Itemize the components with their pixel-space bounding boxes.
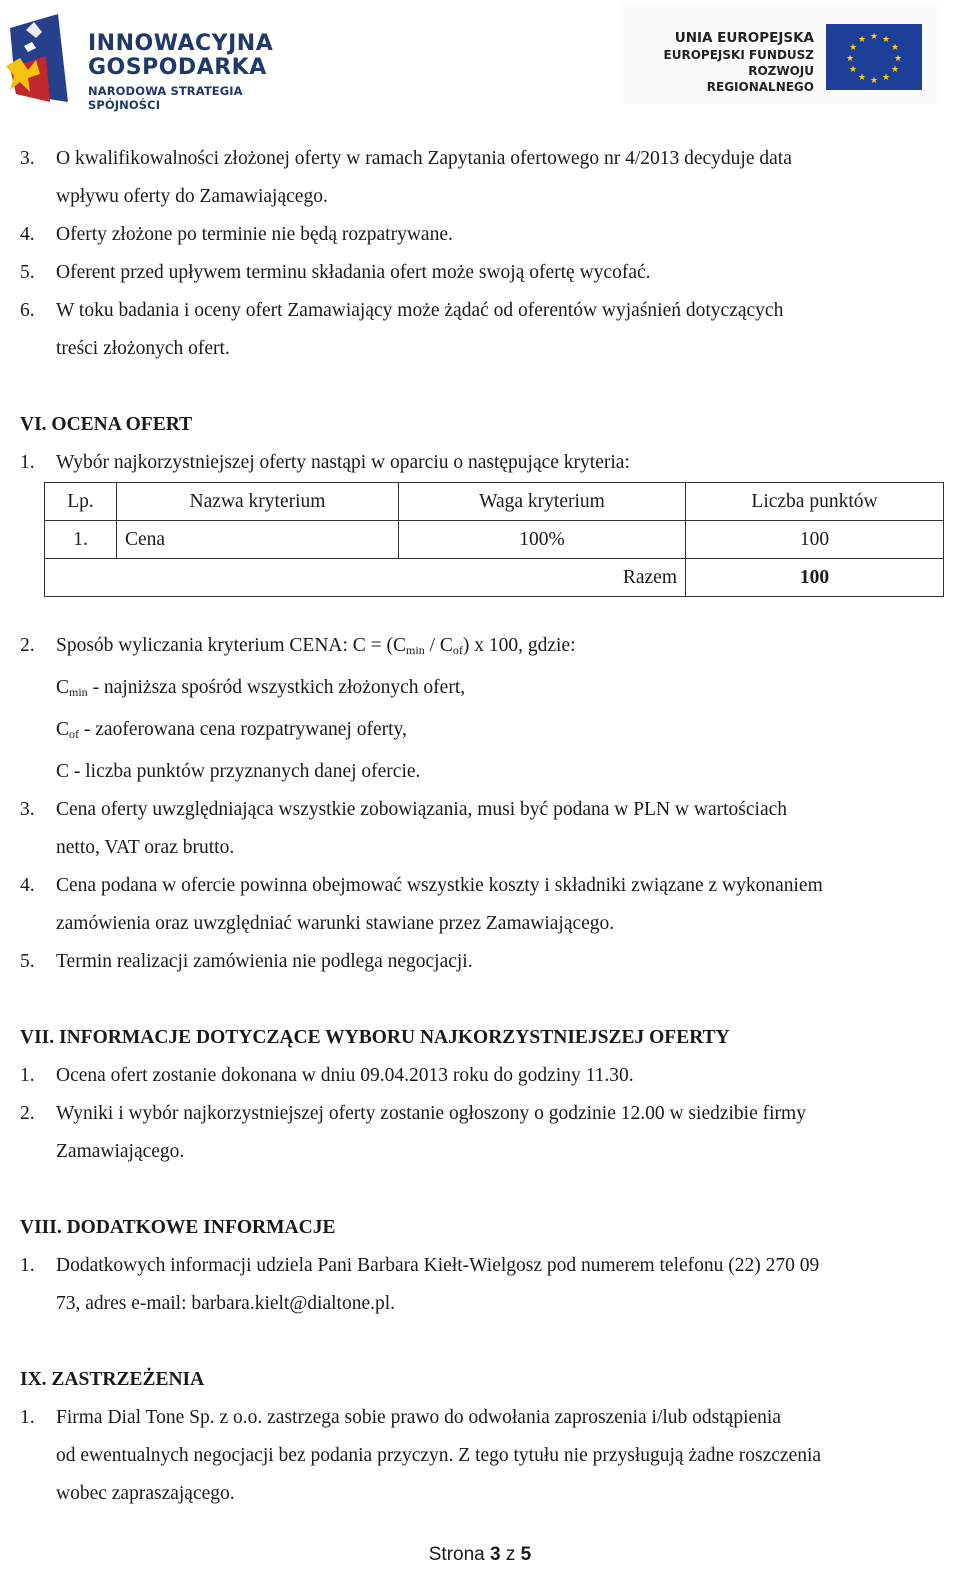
list-text: Dodatkowych informacji udziela Pani Barbara Kiełt-Wielgosz pod numerem telefonu (22) 270 09 [56, 1255, 820, 1276]
definition-text: - najniższa spośród wszystkich złożonych ofert, [87, 677, 466, 698]
table-cell: Cena [117, 521, 399, 559]
svg-text:★: ★ [845, 54, 855, 64]
svg-text:★: ★ [869, 32, 879, 42]
table-header-cell: Waga kryterium [399, 483, 686, 521]
section-heading-viii: VIII. DODATKOWE INFORMACJE [20, 1217, 336, 1238]
svg-text:★: ★ [857, 73, 867, 83]
list-number: 4. [20, 875, 35, 896]
footer-mid: z [500, 1544, 521, 1565]
list-text-continued: netto, VAT oraz brutto. [56, 837, 235, 858]
list-text-continued: wobec zapraszającego. [56, 1483, 235, 1504]
table-cell: 100% [399, 521, 686, 559]
eu-logo [620, 4, 938, 104]
section-heading-ix: IX. ZASTRZEŻENIA [20, 1369, 205, 1390]
table-cell: 1. [45, 521, 117, 559]
list-number: 4. [20, 224, 35, 245]
svg-text:★: ★ [893, 54, 903, 64]
symbol: C [56, 677, 70, 698]
section-heading-vii: VII. INFORMACJE DOTYCZĄCE WYBORU NAJKORZYSTNIEJSZEJ OFERTY [20, 1027, 730, 1048]
eu-logo-line-2: EUROPEJSKI FUNDUSZ [663, 48, 814, 62]
list-text-continued: 73, adres e-mail: barbara.kielt@dialtone.pl. [56, 1293, 396, 1314]
list-item [20, 1057, 933, 1095]
list-item [20, 1095, 933, 1133]
footer-page-number: 3 [490, 1544, 501, 1565]
formula-part: / C [424, 635, 453, 656]
list-number: 5. [20, 262, 35, 283]
list-item [20, 444, 933, 482]
svg-text:★: ★ [881, 73, 891, 83]
list-text: Cena podana w ofercie powinna obejmować wszystkie koszty i składniki związane z wykonaniem [56, 875, 823, 896]
list-text-continued: zamówienia oraz uwzględniać warunki stawiane przez Zamawiającego. [56, 913, 615, 934]
table-header-row [45, 483, 944, 521]
list-number: 1. [20, 1407, 35, 1428]
table-header-cell: Nazwa kryterium [117, 483, 399, 521]
svg-text:★: ★ [848, 43, 858, 53]
table-total-label: Razem [45, 559, 686, 597]
list-item [20, 791, 933, 829]
symbol-subscript: of [69, 727, 80, 741]
eu-logo-line-3: ROZWOJU REGIONALNEGO [706, 64, 814, 94]
logo-line-3: NARODOWA STRATEGIA SPÓJNOŚCI [88, 84, 243, 112]
list-text: Termin realizacji zamówienia nie podlega negocjacji. [56, 951, 473, 972]
footer-prefix: Strona [428, 1544, 491, 1565]
list-text-continued: od ewentualnych negocjacji bez podania przyczyn. Z tego tytułu nie przysługują żadne roszczenia [56, 1445, 822, 1466]
flag-star-icon [6, 8, 74, 106]
list-item [20, 943, 933, 981]
list-text: Wyniki i wybór najkorzystniejszej oferty zostanie ogłoszony o godzinie 12.00 w siedzibie firmy [56, 1103, 806, 1124]
section-heading-vi: VI. OCENA OFERT [20, 414, 193, 435]
list-number: 3. [20, 148, 35, 169]
page-footer [0, 1544, 960, 1566]
footer-total-pages: 5 [520, 1544, 532, 1565]
svg-text:★: ★ [881, 35, 891, 45]
formula-subscript: of [452, 643, 463, 657]
definition-cmin [20, 669, 933, 711]
list-number: 2. [20, 635, 35, 656]
document-body [20, 140, 933, 1513]
list-number: 1. [20, 1255, 35, 1276]
svg-text:★: ★ [848, 65, 858, 75]
list-item [20, 292, 933, 330]
list-text: O kwalifikowalności złożonej oferty w ramach Zapytania ofertowego nr 4/2013 decyduje data [56, 148, 792, 169]
list-item [20, 1399, 933, 1437]
list-item [20, 254, 933, 292]
list-item [20, 1247, 933, 1285]
formula-part: ) x 100, gdzie: [462, 635, 576, 656]
svg-text:★: ★ [890, 65, 900, 75]
innowacyjna-gospodarka-logo [6, 8, 306, 112]
symbol-subscript: min [69, 685, 88, 699]
list-item [20, 216, 933, 254]
list-text: Firma Dial Tone Sp. z o.o. zastrzega sobie prawo do odwołania zaproszenia i/lub odstąpienia [56, 1407, 781, 1428]
table-row [45, 521, 944, 559]
table-total-row [45, 559, 944, 597]
logo-line-2: GOSPODARKA [88, 55, 267, 80]
table-header-cell: Lp. [45, 483, 117, 521]
table-cell: 100 [686, 521, 944, 559]
list-item [20, 140, 933, 178]
list-number: 1. [20, 1065, 35, 1086]
formula-text [56, 627, 933, 669]
list-item [20, 867, 933, 905]
definition-cof [20, 711, 933, 753]
list-text: Ocena ofert zostanie dokonana w dniu 09.04.2013 roku do godziny 11.30. [56, 1065, 634, 1086]
eu-flag-icon [826, 24, 922, 90]
svg-text:★: ★ [890, 43, 900, 53]
list-text: Cena oferty uwzględniająca wszystkie zobowiązania, musi być podana w PLN w wartościach [56, 799, 788, 820]
formula-part: Sposób wyliczania kryterium CENA: C = (C [56, 635, 407, 656]
definition-text: - zaoferowana cena rozpatrywanej oferty, [79, 719, 407, 740]
list-text: Oferent przed upływem terminu składania ofert może swoją ofertę wycofać. [56, 262, 651, 283]
list-text-continued: wpływu oferty do Zamawiającego. [56, 186, 328, 207]
definition-c: C - liczba punktów przyznanych danej ofercie. [56, 761, 421, 782]
table-total-value: 100 [686, 559, 944, 597]
list-number: 3. [20, 799, 35, 820]
list-number: 5. [20, 951, 35, 972]
eu-logo-line-1: UNIA EUROPEJSKA [674, 30, 814, 46]
list-text-continued: Zamawiającego. [56, 1141, 185, 1162]
logo-line-1: INNOWACYJNA [88, 31, 274, 56]
list-number: 6. [20, 300, 35, 321]
page-header [0, 0, 960, 112]
list-number: 1. [20, 452, 35, 473]
svg-text:★: ★ [857, 35, 867, 45]
svg-text:★: ★ [869, 76, 879, 86]
formula-subscript: min [406, 643, 425, 657]
list-number: 2. [20, 1103, 35, 1124]
list-text-continued: treści złożonych ofert. [56, 338, 230, 359]
list-text: W toku badania i oceny ofert Zamawiający może żądać od oferentów wyjaśnień dotyczących [56, 300, 784, 321]
symbol: C [56, 719, 70, 740]
list-text: Wybór najkorzystniejszej oferty nastąpi w oparciu o następujące kryteria: [56, 452, 630, 473]
criteria-table [44, 482, 944, 597]
table-header-cell: Liczba punktów [686, 483, 944, 521]
list-text: Oferty złożone po terminie nie będą rozpatrywane. [56, 224, 453, 245]
list-item [20, 627, 933, 669]
